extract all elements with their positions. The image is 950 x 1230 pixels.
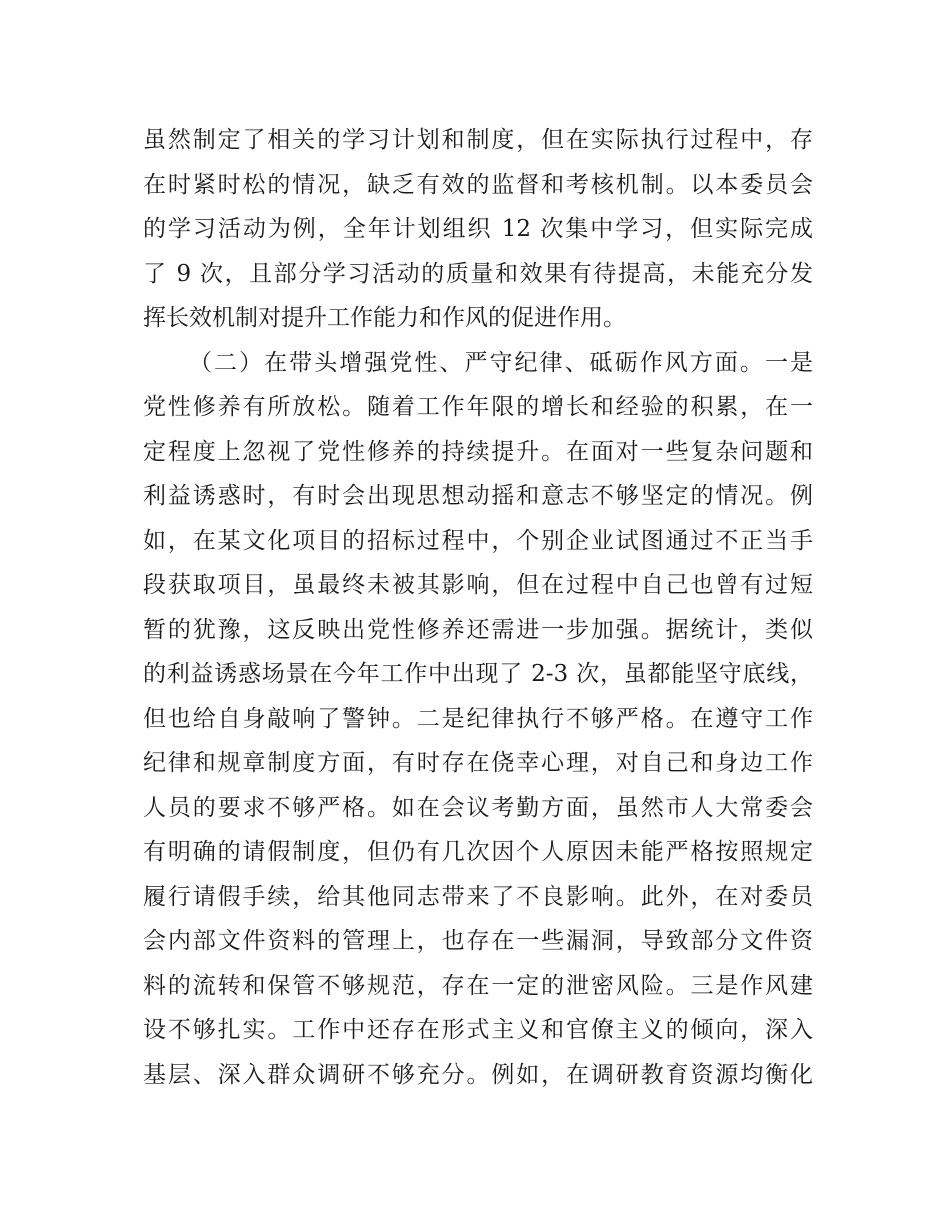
- text-line: 了 9 次，且部分学习活动的质量和效果有待提高，未能充分发: [143, 260, 813, 287]
- text-line: （二）在带头增强党性、严守纪律、砥砺作风方面。一是: [189, 349, 813, 376]
- text-line: 有明确的请假制度，但仍有几次因个人原因未能严格按照规定: [143, 839, 813, 865]
- text-line: 的学习活动为例，全年计划组织 12 次集中学习，但实际完成: [143, 216, 813, 242]
- text-line: 但也给自身敲响了警钟。二是纪律执行不够严格。在遵守工作: [143, 705, 813, 732]
- paragraph-2: [143, 341, 813, 1098]
- text-line: 定程度上忽视了党性修养的持续提升。在面对一些复杂问题和: [143, 438, 813, 465]
- text-line: 挥长效机制对提升工作能力和作风的促进作用。: [143, 305, 626, 331]
- text-line: 料的流转和保管不够规范，存在一定的泄密风险。三是作风建: [143, 972, 813, 999]
- text-line: 暂的犹豫，这反映出党性修养还需进一步加强。据统计，类似: [143, 616, 813, 643]
- text-line: 段获取项目，虽最终未被其影响，但在过程中自己也曾有过短: [143, 572, 813, 598]
- body-text: [143, 118, 813, 1097]
- paragraph-1: [143, 118, 813, 341]
- text-line: 纪律和规章制度方面，有时存在侥幸心理，对自己和身边工作: [143, 750, 813, 776]
- text-line: 党性修养有所放松。随着工作年限的增长和经验的积累，在一: [143, 394, 813, 420]
- text-line: 如，在某文化项目的招标过程中，个别企业试图通过不正当手: [143, 527, 813, 554]
- text-line: 利益诱惑时，有时会出现思想动摇和意志不够坚定的情况。例: [143, 483, 813, 509]
- text-line: 基层、深入群众调研不够充分。例如，在调研教育资源均衡化: [143, 1061, 813, 1088]
- text-line: 的利益诱惑场景在今年工作中出现了 2-3 次，虽都能坚守底线，: [143, 661, 813, 687]
- text-line: 在时紧时松的情况，缺乏有效的监督和考核机制。以本委员会: [143, 171, 813, 198]
- text-line: 人员的要求不够严格。如在会议考勤方面，虽然市人大常委会: [143, 794, 813, 821]
- text-line: 虽然制定了相关的学习计划和制度，但在实际执行过程中，存: [143, 127, 813, 153]
- text-line: 履行请假手续，给其他同志带来了不良影响。此外，在对委员: [143, 883, 813, 910]
- text-line: 会内部文件资料的管理上，也存在一些漏洞，导致部分文件资: [143, 928, 813, 954]
- text-line: 设不够扎实。工作中还存在形式主义和官僚主义的倾向，深入: [143, 1017, 813, 1043]
